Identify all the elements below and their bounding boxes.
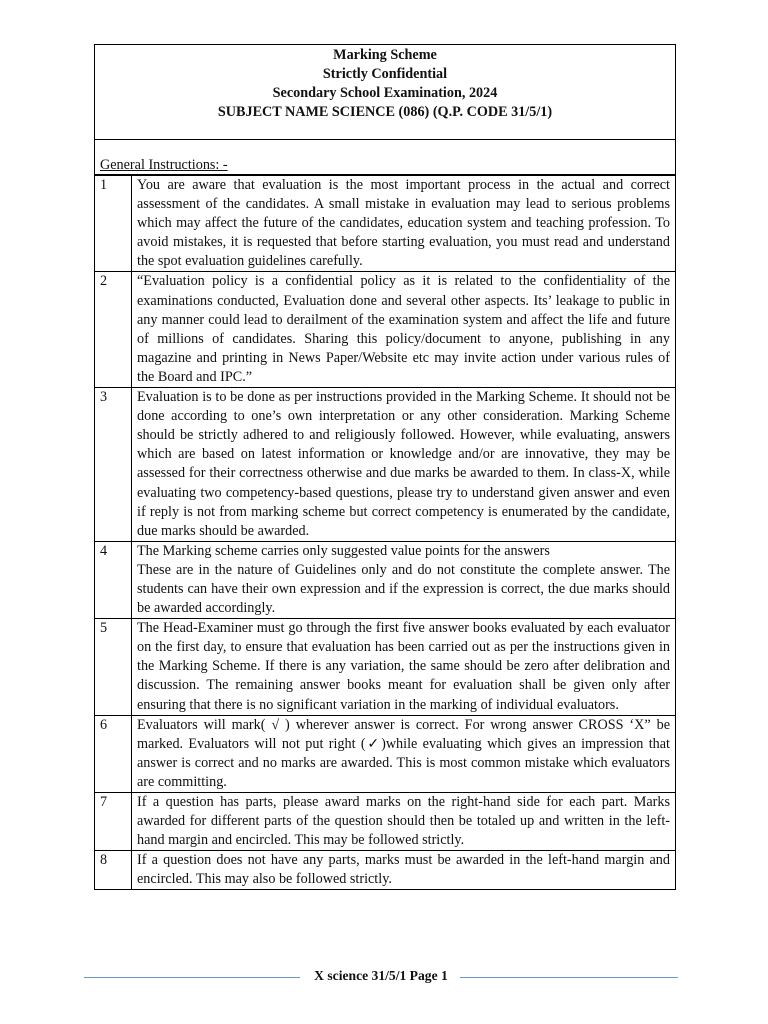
table-row [95, 793, 676, 851]
table-row [95, 851, 676, 890]
instruction-text: Evaluation is to be done as per instructions provided in the Marking Scheme. It should not be done according to one’s own interpretation or any other consideration. Marking Scheme should be strictly adhered to and religiously followed. However, while evaluating, answers which are based on latest information or knowledge and/or are innovative, they may be assessed for their correctness otherwise and due marks be awarded to them. In class-X, while evaluating two competency-based questions, please try to understand given answer and even if reply is not from marking scheme but correct competency is enumerated by the candidate, due marks should be awarded. [132, 388, 676, 542]
instruction-number: 1 [95, 176, 132, 272]
table-row [95, 388, 676, 542]
document-header [94, 44, 676, 140]
instruction-text: Evaluators will mark( √ ) wherever answer is correct. For wrong answer CROSS ‘X” be marked. Evaluators will not put right (✓)while evaluating which gives an impression that answer is correct and no marks are awarded. This is most common mistake which evaluators are committing. [132, 715, 676, 792]
instruction-text [132, 541, 676, 618]
instruction-number: 3 [95, 388, 132, 542]
table-row [95, 272, 676, 388]
general-instructions-row [94, 140, 676, 175]
table-row [95, 541, 676, 618]
instruction-text-body: These are in the nature of Guidelines only and do not constitute the complete answer. The students can have their own expression and if the expression is correct, the due marks should be awarded accordingly. [137, 561, 670, 617]
instruction-text: “Evaluation policy is a confidential policy as it is related to the confidentiality of the examinations conducted, Evaluation done and several other aspects. Its’ leakage to public in any manner could lead to derailment of the examination system and affect the life and future of millions of candidates. Sharing this policy/document to anyone, publishing in any magazine and printing in News Paper/Website etc may invite action under various rules of the Board and IPC.” [132, 272, 676, 388]
instruction-text: You are aware that evaluation is the most important process in the actual and correct assessment of the candidates. A small mistake in evaluation may lead to serious problems which may affect the future of the candidates, education system and teaching profession. To avoid mistakes, it is requested that before starting evaluation, you must read and understand the spot evaluation guidelines carefully. [132, 176, 676, 272]
instruction-text-first-line: The Marking scheme carries only suggested value points for the answers [137, 542, 550, 559]
table-row [95, 715, 676, 792]
instruction-text: If a question does not have any parts, marks must be awarded in the left-hand margin and encircled. This may also be followed strictly. [132, 851, 676, 890]
instruction-number: 8 [95, 851, 132, 890]
instruction-number: 2 [95, 272, 132, 388]
instruction-text: The Head-Examiner must go through the first five answer books evaluated by each evaluator on the first day, to ensure that evaluation has been carried out as per the instructions given in the Marking Scheme. If there is any variation, the same should be zero after delibration and discussion. The remaining answer books meant for evaluation shall be given only after ensuring that there is no significant variation in the marking of individual evaluators. [132, 619, 676, 715]
marking-scheme-page [94, 44, 676, 890]
general-instructions-label: General Instructions: - [100, 157, 228, 173]
instruction-number: 6 [95, 715, 132, 792]
footer-rule-right [460, 977, 678, 978]
footer-page-label: X science 31/5/1 Page 1 [314, 968, 448, 983]
header-confidential: Strictly Confidential [322, 66, 448, 82]
header-title: Marking Scheme [333, 47, 437, 63]
instructions-table [94, 175, 676, 890]
header-subject: SUBJECT NAME SCIENCE (086) (Q.P. CODE 31/5/1) [217, 104, 553, 120]
table-row [95, 619, 676, 715]
instruction-number: 4 [95, 541, 132, 618]
instruction-number: 7 [95, 793, 132, 851]
instruction-number: 5 [95, 619, 132, 715]
table-row [95, 176, 676, 272]
page-footer [84, 964, 678, 990]
instruction-text: If a question has parts, please award marks on the right-hand side for each part. Marks awarded for different parts of the question should then be totaled up and written in the left-hand margin and encircled. This may be followed strictly. [132, 793, 676, 851]
header-exam: Secondary School Examination, 2024 [272, 85, 498, 101]
